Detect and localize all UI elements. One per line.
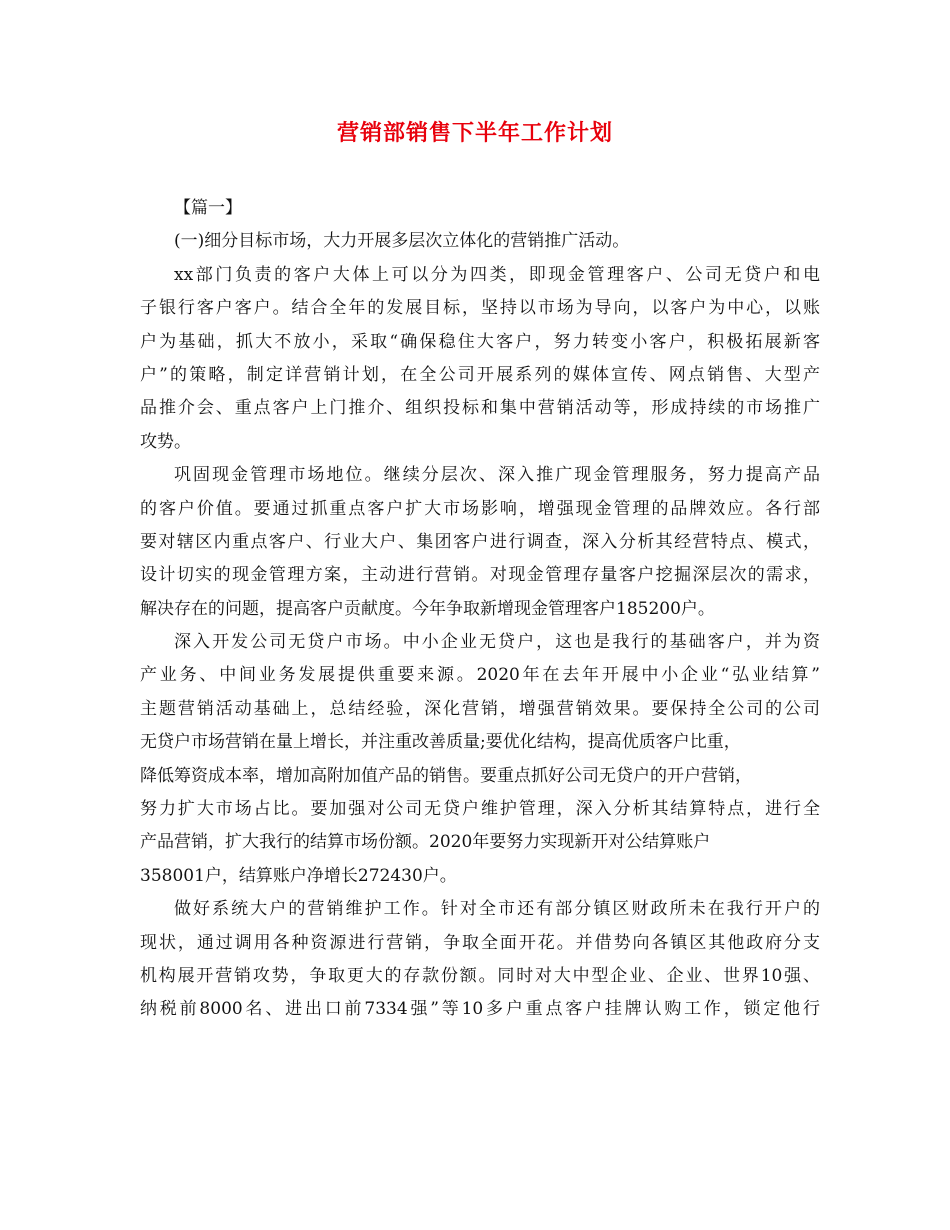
paragraph-line: 品推介会、重点客户上门推介、组织投标和集中营销活动等，形成持续的市场推广 — [140, 398, 820, 419]
section-heading: 【篇一】 — [174, 198, 242, 218]
paragraph-line: 解决存在的问题，提高客户贡献度。今年争取新增现金管理客户185200户。 — [140, 598, 715, 619]
paragraph-line: 产业务、中间业务发展提供重要来源。2020年在去年开展中小企业“弘业结算” — [140, 665, 820, 686]
paragraph-line: 要对辖区内重点客户、行业大户、集团客户进行调查，深入分析其经营特点、模式， — [140, 531, 820, 552]
paragraph-line: 机构展开营销攻势，争取更大的存款份额。同时对大中型企业、企业、世界10强、 — [140, 965, 820, 986]
document-title: 营销部销售下半年工作计划 — [336, 121, 613, 146]
paragraph-line: 纳税前8000名、进出口前7334强”等10多户重点客户挂牌认购工作，锁定他行 — [140, 999, 820, 1020]
paragraph-line: 户为基础，抓大不放小，采取“确保稳住大客户，努力转变小客户，积极拓展新客 — [140, 331, 820, 352]
paragraph-line: (一)细分目标市场，大力开展多层次立体化的营销推广活动。 — [174, 231, 630, 252]
paragraph-line: 降低筹资成本率，增加高附加值产品的销售。要重点抓好公司无贷户的开户营销， — [140, 765, 752, 786]
paragraph-line: 子银行客户客户。结合全年的发展目标，坚持以市场为导向，以客户为中心，以账 — [140, 298, 820, 319]
paragraph-line: 主题营销活动基础上，总结经验，深化营销，增强营销效果。要保持全公司的公司 — [140, 698, 820, 719]
paragraph-line: 户”的策略，制定详营销计划，在全公司开展系列的媒体宣传、网点销售、大型产 — [140, 364, 820, 385]
paragraph-line: 无贷户市场营销在量上增长，并注重改善质量;要优化结构，提高优质客户比重， — [140, 732, 741, 753]
paragraph-line: 现状，通过调用各种资源进行营销，争取全面开花。并借势向各镇区其他政府分支 — [140, 932, 820, 953]
paragraph-line: 的客户价值。要通过抓重点客户扩大市场影响，增强现金管理的品牌效应。各行部 — [140, 498, 820, 519]
document-body — [140, 192, 820, 1027]
paragraph-line: 做好系统大户的营销维护工作。针对全市还有部分镇区财政所未在我行开户的 — [174, 899, 820, 920]
paragraph-line: 攻势。 — [140, 431, 191, 452]
paragraph-line: 设计切实的现金管理方案，主动进行营销。对现金管理存量客户挖掘深层次的需求， — [140, 565, 820, 586]
paragraph-line: 358001户，结算账户净增长272430户。 — [140, 865, 457, 886]
paragraph-line: 产品营销，扩大我行的结算市场份额。2020年要努力实现新开对公结算账户 — [140, 832, 711, 853]
paragraph-line: 努力扩大市场占比。要加强对公司无贷户维护管理，深入分析其结算特点，进行全 — [140, 799, 820, 820]
paragraph-line: 深入开发公司无贷户市场。中小企业无贷户，这也是我行的基础客户，并为资 — [174, 632, 820, 653]
paragraph-line: xx部门负责的客户大体上可以分为四类，即现金管理客户、公司无贷户和电 — [174, 264, 820, 285]
paragraph-line: 巩固现金管理市场地位。继续分层次、深入推广现金管理服务，努力提高产品 — [174, 465, 820, 486]
